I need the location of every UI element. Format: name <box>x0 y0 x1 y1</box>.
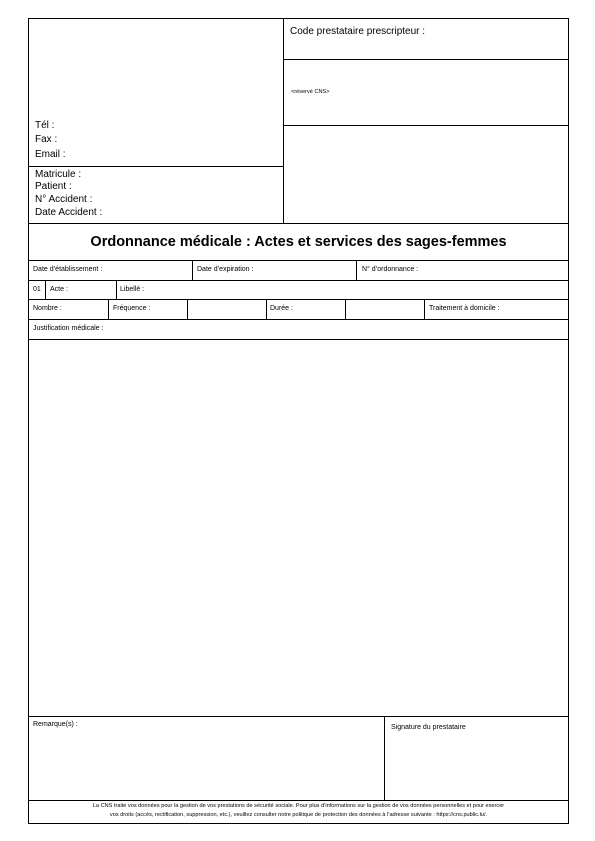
justification-label: Justification médicale : <box>33 325 104 332</box>
privacy-notice-line-1: La CNS traite vos données pour la gestion de vos prestations de sécurité sociale. Pour plus d’informations sur la gestion de vos données personnelles et pour exercer <box>92 803 505 809</box>
dates-divider-2 <box>356 260 357 280</box>
remarks-label: Remarque(s) : <box>33 721 78 728</box>
act-divider-1 <box>45 280 46 299</box>
line-under-dates <box>28 280 569 281</box>
accident-number-label: N° Accident : <box>35 194 93 205</box>
email-label: Email : <box>35 149 66 160</box>
privacy-notice <box>28 800 569 824</box>
form-frame <box>28 18 569 824</box>
freq-divider-3 <box>266 299 267 319</box>
freq-divider-5 <box>424 299 425 319</box>
act-label: Acte : <box>50 286 68 293</box>
header-right-line-1 <box>283 59 569 60</box>
page-title-text: Ordonnance médicale : Actes et services des sages-femmes <box>90 234 507 250</box>
frequence-label: Fréquence : <box>113 305 151 312</box>
remarks-divider <box>384 716 385 800</box>
line-under-justification <box>28 339 569 340</box>
duree-label: Durée : <box>270 305 293 312</box>
line-under-header <box>28 223 569 224</box>
line-under-act <box>28 299 569 300</box>
reserved-cns-label: <réservé CNS> <box>291 89 330 95</box>
freq-divider-4 <box>345 299 346 319</box>
signature-label: Signature du prestataire <box>391 724 466 731</box>
act-divider-2 <box>116 280 117 299</box>
line-under-freq <box>28 319 569 320</box>
patient-label: Patient : <box>35 181 72 192</box>
tel-label: Tél : <box>35 120 55 131</box>
expiry-date-label: Date d’expiration : <box>197 266 254 273</box>
home-treatment-label: Traitement à domicile : <box>429 305 500 312</box>
order-number-label: N° d’ordonnance : <box>362 266 419 273</box>
libelle-label: Libellé : <box>120 286 145 293</box>
accident-date-label: Date Accident : <box>35 207 103 218</box>
freq-divider-1 <box>108 299 109 319</box>
dates-divider-1 <box>192 260 193 280</box>
prescriber-code-label: Code prestataire prescripteur : <box>290 26 426 37</box>
fax-label: Fax : <box>35 134 58 145</box>
issue-date-label: Date d’établissement : <box>33 266 103 273</box>
privacy-notice-line-2: vos droits (accès, rectification, suppression, etc.), veuillez consulter notre politique de protection des données à l’adresse suivante : https://cns.public.lu/. <box>109 812 488 818</box>
page-title <box>28 233 569 251</box>
nombre-label: Nombre : <box>33 305 62 312</box>
line-number: 01 <box>33 286 41 293</box>
header-right-line-2 <box>283 125 569 126</box>
freq-divider-2 <box>187 299 188 319</box>
header-divider <box>283 18 284 223</box>
line-under-title <box>28 260 569 261</box>
header-left-line <box>28 166 283 167</box>
line-above-remarks <box>28 716 569 717</box>
matricule-label: Matricule : <box>35 169 82 180</box>
